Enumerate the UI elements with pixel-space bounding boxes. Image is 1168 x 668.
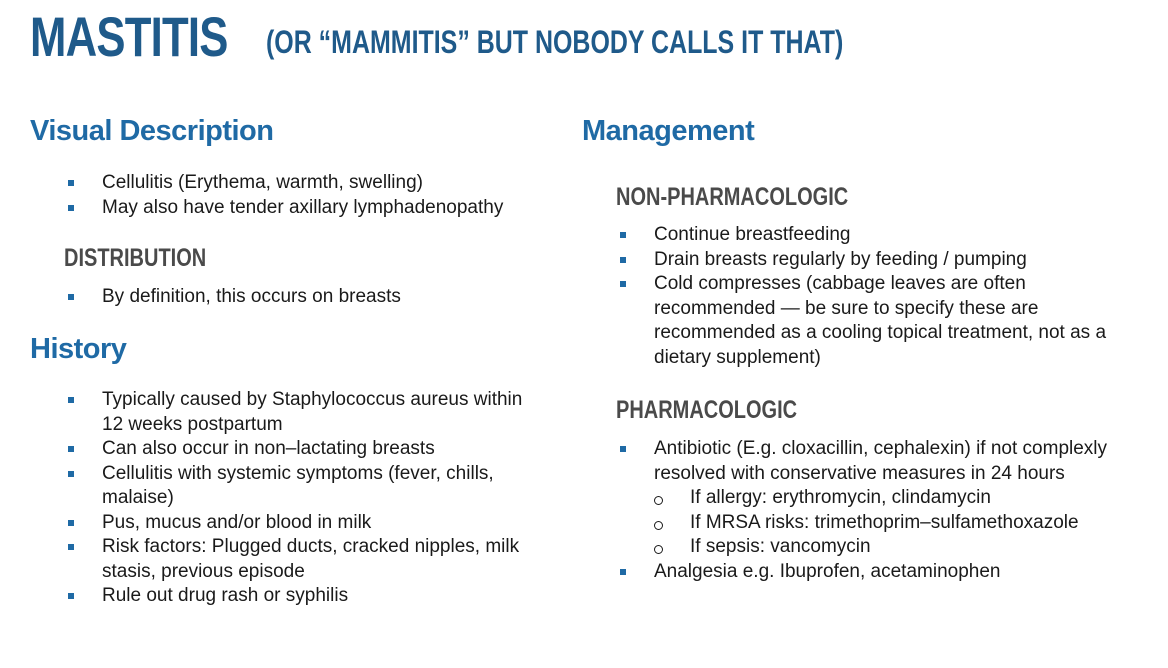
list-item: Continue breastfeeding (616, 223, 1111, 248)
distribution-list (64, 285, 544, 310)
bullet-square-icon (68, 180, 74, 186)
sub-list-item: If MRSA risks: trimethoprim–sulfamethoxazole (616, 511, 1126, 536)
sub-list-item: If allergy: erythromycin, clindamycin (616, 486, 1126, 511)
pharmacologic-heading: PHARMACOLOGIC (616, 396, 798, 424)
list-item: Typically caused by Staphylococcus aureus within 12 weeks postpartum (64, 388, 534, 437)
list-item: Drain breasts regularly by feeding / pumping (616, 248, 1111, 273)
bullet-circle-icon (654, 496, 663, 505)
list-item: By definition, this occurs on breasts (64, 285, 544, 310)
list-item: May also have tender axillary lymphadenopathy (64, 196, 544, 221)
list-item: Pus, mucus and/or blood in milk (64, 511, 534, 536)
distribution-heading: DISTRIBUTION (64, 244, 207, 272)
history-list (64, 388, 534, 609)
bullet-square-icon (68, 294, 74, 300)
bullet-square-icon (68, 397, 74, 403)
bullet-square-icon (620, 257, 626, 263)
slide-title (30, 4, 1006, 69)
title-subtitle: (OR “MAMMITIS” BUT NOBODY CALLS IT THAT) (265, 24, 844, 60)
bullet-square-icon (620, 446, 626, 452)
analgesia-text: Analgesia e.g. Ibuprofen, acetaminophen (654, 560, 1001, 582)
list-item: Risk factors: Plugged ducts, cracked nipples, milk stasis, previous episode (64, 535, 534, 584)
sub-list-item: If sepsis: vancomycin (616, 535, 1126, 560)
non-pharmacologic-heading: NON-PHARMACOLOGIC (616, 183, 849, 211)
visual-description-list (64, 171, 544, 220)
list-item: Cellulitis (Erythema, warmth, swelling) (64, 171, 544, 196)
pharmacologic-list (616, 437, 1126, 584)
bullet-square-icon (68, 446, 74, 452)
list-item: Cold compresses (cabbage leaves are often recommended — be sure to specify these are recommended as a cooling topical treatment, not as a dietary supplement) (616, 272, 1111, 370)
list-item: Can also occur in non–lactating breasts (64, 437, 534, 462)
bullet-square-icon (68, 593, 74, 599)
antibiotic-sublist (616, 486, 1126, 560)
non-pharmacologic-list (616, 223, 1111, 370)
list-item (616, 560, 1126, 585)
bullet-square-icon (620, 232, 626, 238)
list-item: Rule out drug rash or syphilis (64, 584, 534, 609)
list-item: Cellulitis with systemic symptoms (fever, chills, malaise) (64, 462, 534, 511)
bullet-square-icon (68, 520, 74, 526)
bullet-square-icon (620, 281, 626, 287)
management-heading: Management (582, 115, 755, 147)
visual-description-heading: Visual Description (30, 115, 274, 147)
bullet-circle-icon (654, 521, 663, 530)
history-heading: History (30, 333, 127, 365)
bullet-circle-icon (654, 545, 663, 554)
bullet-square-icon (68, 544, 74, 550)
list-item (616, 437, 1126, 560)
bullet-square-icon (68, 471, 74, 477)
antibiotic-text: Antibiotic (E.g. cloxacillin, cephalexin) if not complexly resolved with conservative measures in 24 hours (654, 438, 1108, 484)
title-main: MASTITIS (30, 5, 228, 68)
bullet-square-icon (620, 569, 626, 575)
bullet-square-icon (68, 205, 74, 211)
